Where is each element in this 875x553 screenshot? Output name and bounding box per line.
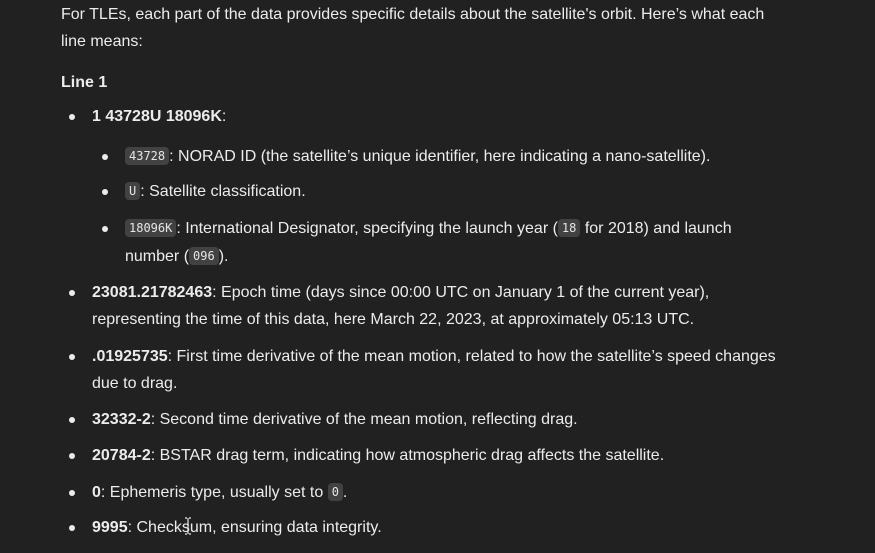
inline-code: 18 [558, 219, 580, 237]
inline-code: 43728 [125, 147, 169, 165]
item-text: : Ephemeris type, usually set to [100, 484, 328, 501]
term: 1 43728U 18096K [92, 108, 222, 125]
line-1-heading: Line 1 [61, 74, 108, 91]
bullet-icon [69, 453, 75, 459]
term: 32332-2 [92, 411, 151, 428]
intro-paragraph: For TLEs, each part of the data provides specific details about the satellite's orbit. Here’s what each line means: [61, 6, 765, 50]
term: .01925735 [92, 348, 168, 365]
inline-code: U [125, 182, 140, 200]
item-text: representing the time of this data, here March 22, 2023, at approximately 05:13 UTC. [92, 311, 695, 328]
inline-code: 18096K [125, 219, 176, 237]
bullet-icon [102, 226, 108, 232]
list-item-epoch [92, 279, 792, 333]
bullet-icon [102, 154, 108, 160]
bullet-icon [69, 417, 75, 423]
item-text: . [342, 484, 348, 501]
bullet-icon [102, 189, 108, 195]
term: 0 [92, 484, 101, 501]
list-item-line1-ids [92, 103, 226, 130]
bullet-icon [69, 490, 75, 496]
term: 9995 [92, 519, 128, 536]
item-text: due to drag. [92, 375, 178, 392]
item-text: : Satellite classification. [140, 183, 306, 200]
item-text: : Second time derivative of the mean motion, reflecting drag. [150, 411, 578, 428]
list-item-ephemeris [92, 479, 347, 507]
term-suffix: : [221, 108, 227, 125]
bullet-icon [69, 354, 75, 360]
item-text: : BSTAR drag term, indicating how atmospheric drag affects the satellite. [150, 447, 665, 464]
list-item-intl-designator [125, 215, 785, 271]
list-item-second-derivative [92, 406, 578, 433]
inline-code: 096 [189, 247, 219, 265]
item-text: number ( [125, 248, 190, 265]
item-text: : International Designator, specifying the launch year ( [176, 220, 558, 237]
text-cursor-icon [184, 517, 192, 535]
item-text: : First time derivative of the mean motion, related to how the satellite’s speed changes [167, 348, 776, 365]
item-text: : Epoch time (days since 00:00 UTC on January 1 of the current year), [212, 284, 710, 301]
bullet-icon [69, 290, 75, 296]
bullet-icon [69, 114, 75, 120]
list-item-bstar [92, 442, 664, 469]
item-text: : Checksum, ensuring data integrity. [127, 519, 382, 536]
item-text: : NORAD ID (the satellite’s unique identifier, here indicating a nano-satellite). [169, 148, 711, 165]
term: 23081.21782463 [92, 284, 213, 301]
list-item-checksum [92, 514, 382, 541]
term: 20784-2 [92, 447, 151, 464]
list-item-first-derivative [92, 343, 792, 397]
list-item-classification [125, 178, 306, 206]
list-item-norad-id [125, 143, 710, 171]
inline-code: 0 [328, 483, 343, 501]
item-text: for 2018) and launch [580, 220, 732, 237]
bullet-icon [69, 525, 75, 531]
item-text: ). [218, 248, 229, 265]
